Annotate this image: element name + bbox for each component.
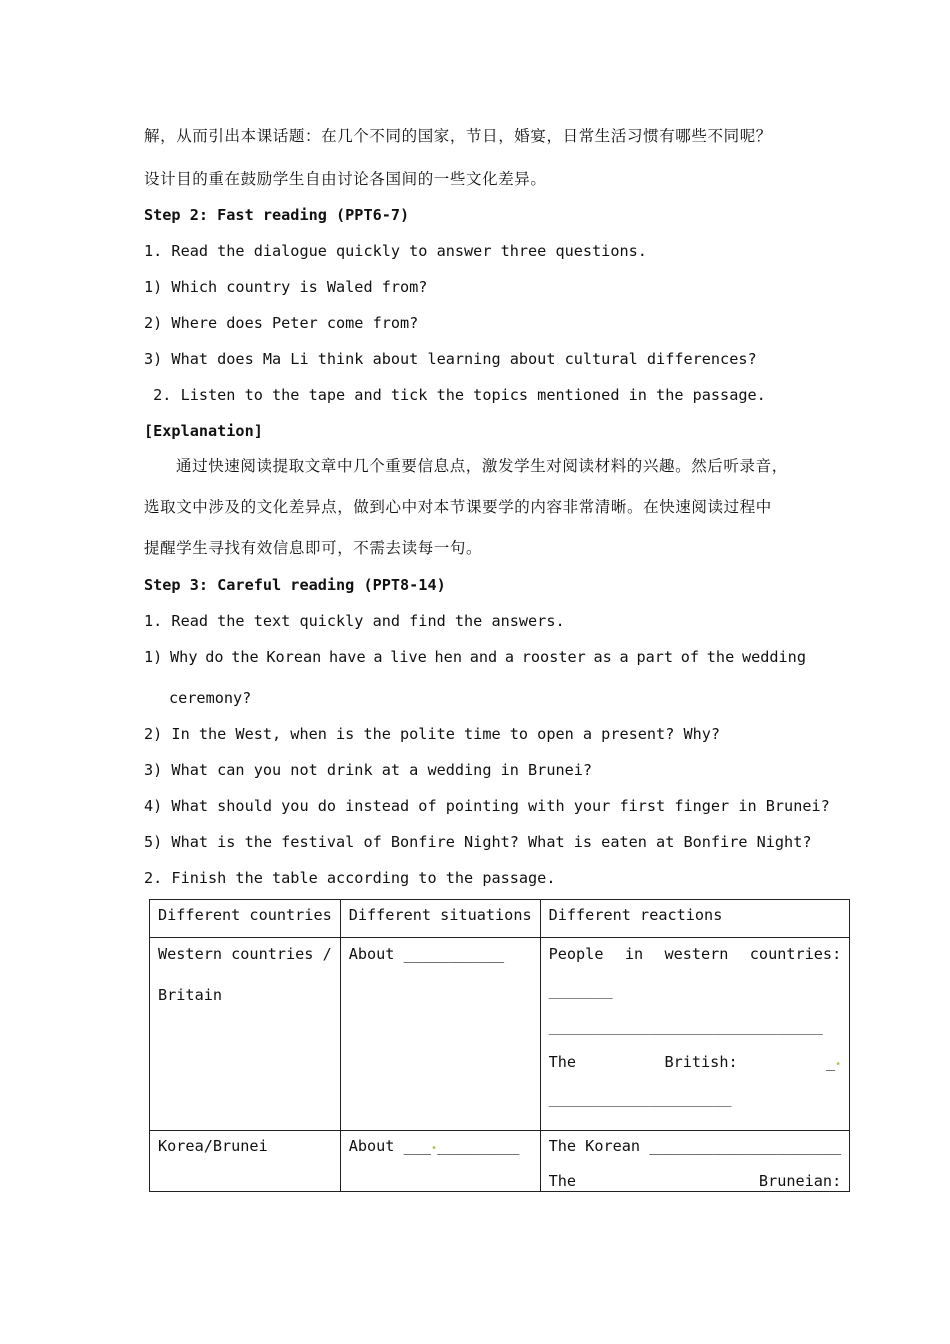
mark-dot-icon: • <box>835 1059 842 1070</box>
cell-reaction-korea <box>540 1131 850 1192</box>
step2-heading: Step 2: Fast reading (PPT6-7) <box>144 206 410 224</box>
reaction-blank-1[interactable]: _______ <box>548 981 613 999</box>
explanation-paragraph-line-2: 选取文中涉及的文化差异点，做到心中对本节课要学的内容非常清晰。在快速阅读过程中 <box>144 498 772 516</box>
step3-question-5: 5) What is the festival of Bonfire Night? What is eaten at Bonfire Night? <box>144 833 812 851</box>
reaction-bruneian: The Bruneian: <box>548 1172 842 1190</box>
cell-country-western <box>150 938 341 1131</box>
explanation-heading: [Explanation] <box>144 422 263 440</box>
reaction-blank-3[interactable]: ____________________ <box>548 1089 732 1107</box>
country-line-1: Western countries / <box>158 945 332 963</box>
reaction-line-1: People in western countries: <box>548 945 842 963</box>
step2-question-2: 2) Where does Peter come from? <box>144 314 419 332</box>
step2-item-2: 2. Listen to the tape and tick the topics mentioned in the passage. <box>144 386 766 404</box>
step3-item-2: 2. Finish the table according to the passage. <box>144 869 556 887</box>
situation-blank[interactable]: About ___________ <box>348 945 505 963</box>
step2-item-1: 1. Read the dialogue quickly to answer three questions. <box>144 242 647 260</box>
reaction-line-british: The British: _• <box>548 1053 842 1071</box>
step3-question-2: 2) In the West, when is the polite time to open a present? Why? <box>144 725 721 743</box>
step3-question-1: 1) Why do the Korean have a live hen and a rooster as a part of the wedding <box>144 648 806 666</box>
table-row <box>150 1131 850 1192</box>
step2-question-3: 3) What does Ma Li think about learning about cultural differences? <box>144 350 757 368</box>
step3-question-1-continued: ceremony? <box>169 689 252 707</box>
header-reactions: Different reactions <box>540 900 850 938</box>
intro-line-2: 设计目的重在鼓励学生自由讨论各国间的一些文化差异。 <box>144 170 547 188</box>
culture-table <box>149 899 850 1192</box>
header-situations: Different situations <box>340 900 540 938</box>
explanation-paragraph-line-3: 提醒学生寻找有效信息即可，不需去读每一句。 <box>144 539 483 557</box>
step2-question-1: 1) Which country is Waled from? <box>144 278 428 296</box>
situation-blank-korea[interactable]: About ___•_________ <box>348 1137 520 1155</box>
table-row <box>150 938 850 1131</box>
mark-dot-icon: • <box>431 1143 438 1154</box>
step3-item-1: 1. Read the text quickly and find the answers. <box>144 612 565 630</box>
header-countries: Different countries <box>150 900 341 938</box>
reaction-korean[interactable]: The Korean _____________________ <box>548 1137 842 1155</box>
reaction-blank-2[interactable]: ______________________________ <box>548 1017 823 1035</box>
step3-question-4: 4) What should you do instead of pointing with your first finger in Brunei? <box>144 797 830 815</box>
cell-situation-western <box>340 938 540 1131</box>
cell-reaction-western <box>540 938 850 1131</box>
table-header-row <box>150 900 850 938</box>
cell-situation-korea <box>340 1131 540 1192</box>
intro-line-1: 解，从而引出本课话题：在几个不同的国家，节日，婚宴，日常生活习惯有哪些不同呢？ <box>144 127 772 145</box>
step3-heading: Step 3: Careful reading (PPT8-14) <box>144 576 446 594</box>
explanation-paragraph-line-1: 通过快速阅读提取文章中几个重要信息点，激发学生对阅读材料的兴趣。然后听录音， <box>176 457 788 475</box>
country-line-2: Britain <box>158 986 223 1004</box>
step3-question-3: 3) What can you not drink at a wedding in Brunei? <box>144 761 593 779</box>
cell-country-korea: Korea/Brunei <box>150 1131 341 1192</box>
